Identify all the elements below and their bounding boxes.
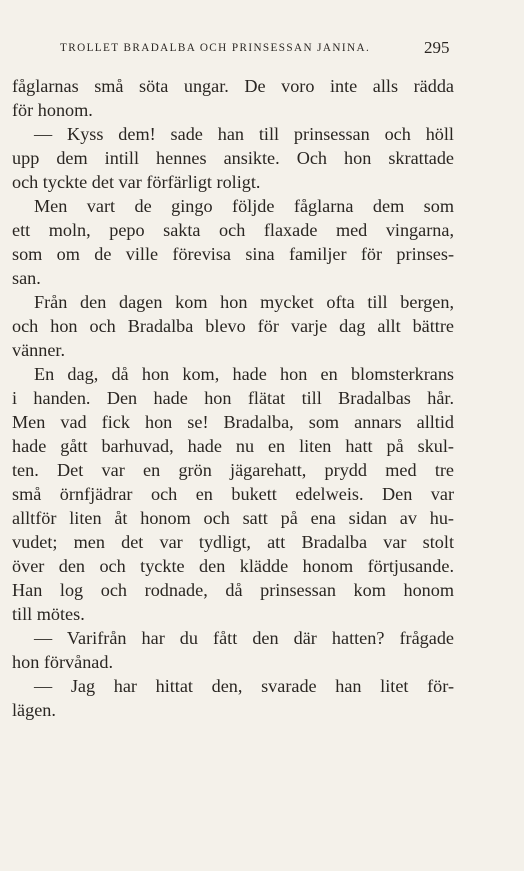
text-line: hon förvånad. [12, 652, 114, 672]
text-line: över den och tyckte den klädde honom förtjusande. [12, 556, 454, 576]
text-line: ten. Det var en grön jägarehatt, prydd med tre [12, 460, 454, 480]
text-line: Från den dagen kom hon mycket ofta till bergen, [34, 292, 454, 312]
text-line: ett moln, pepo sakta och flaxade med vingarna, [12, 220, 454, 240]
text-line: vänner. [12, 340, 66, 360]
text-line: som om de ville förevisa sina familjer för prinses- [12, 244, 454, 264]
text-line: för honom. [12, 100, 93, 120]
text-line: fåglarnas små söta ungar. De voro inte alls rädda [12, 76, 454, 96]
text-line: hade gått barhuvad, hade nu en liten hatt på skul- [12, 436, 454, 456]
text-line: upp dem intill hennes ansikte. Och hon skrattade [12, 148, 454, 168]
text-line: till mötes. [12, 604, 85, 624]
body-text [12, 74, 454, 722]
page-header [12, 38, 482, 58]
text-line: san. [12, 268, 41, 288]
text-line: vudet; men det var tydligt, att Bradalba var stolt [12, 532, 454, 552]
text-line: Han log och rodnade, då prinsessan kom honom [12, 580, 454, 600]
text-line: En dag, då hon kom, hade hon en blomsterkrans [34, 364, 454, 384]
text-line: — Jag har hittat den, svarade han litet för- [34, 676, 454, 696]
text-line: och tyckte det var förfärligt roligt. [12, 172, 261, 192]
text-line: små örnfjädrar och en bukett edelweis. Den var [12, 484, 454, 504]
text-line: Men vart de gingo följde fåglarna dem som [34, 196, 454, 216]
text-line: och hon och Bradalba blevo för varje dag allt bättre [12, 316, 454, 336]
page-number: 295 [424, 38, 450, 57]
text-line: Men vad fick hon se! Bradalba, som annars alltid [12, 412, 454, 432]
text-line: lägen. [12, 700, 56, 720]
text-line: — Kyss dem! sade han till prinsessan och höll [34, 124, 454, 144]
text-line: alltför liten åt honom och satt på ena sidan av hu- [12, 508, 454, 528]
text-line: i handen. Den hade hon flätat till Bradalbas hår. [12, 388, 454, 408]
running-title: TROLLET BRADALBA OCH PRINSESSAN JANINA. [60, 42, 371, 54]
text-line: — Varifrån har du fått den där hatten? frågade [34, 628, 454, 648]
